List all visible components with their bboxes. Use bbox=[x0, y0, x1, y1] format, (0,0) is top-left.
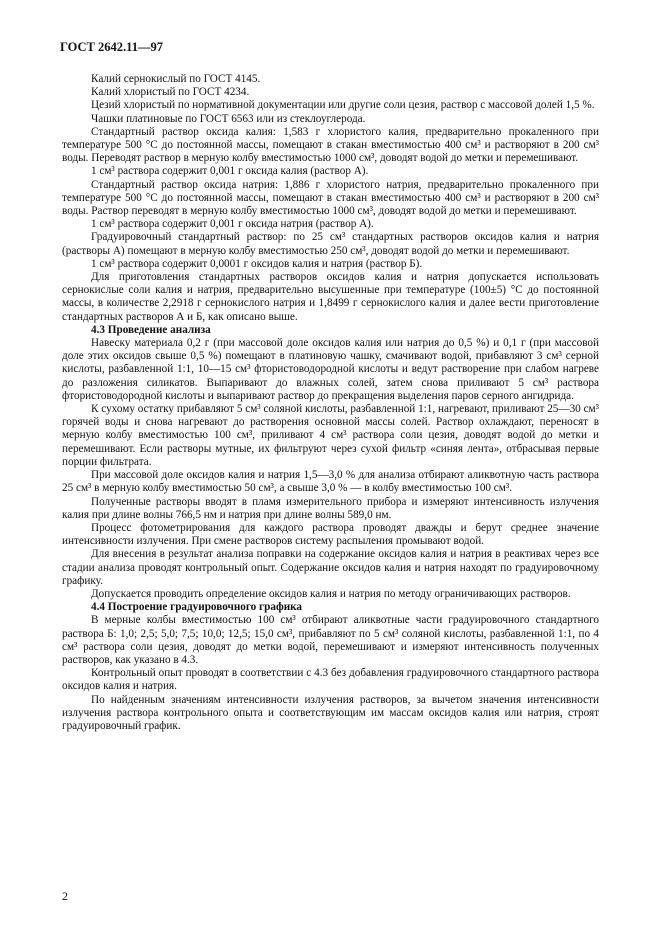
section-heading: 4.3 Проведение анализа bbox=[91, 323, 211, 336]
paragraph: Допускается проводить определение оксидов калия и натрия по методу ограничивающих растворов. bbox=[91, 587, 571, 600]
paragraph: Полученные растворы вводят в пламя измерительного прибора и измеряют интенсивность излучения калия при длине волны 766,5 нм и натрия при длине волны 589,0 нм. bbox=[62, 495, 599, 521]
paragraph: 1 см³ раствора содержит 0,001 г оксида натрия (раствор А). bbox=[91, 218, 374, 231]
paragraph: По найденным значениям интенсивности излучения растворов, за вычетом значения интенсивности излучения раствора контрольного опыта и соответствующим им массам оксидов калия или натрия, строят градуировочный график. bbox=[62, 693, 599, 732]
document-header: ГОСТ 2642.11—97 bbox=[60, 40, 163, 54]
paragraph: 1 см³ раствора содержит 0,0001 г оксидов калия и натрия (раствор Б). bbox=[91, 257, 423, 270]
page-number: 2 bbox=[62, 889, 68, 903]
paragraph: Калий сернокислый по ГОСТ 4145. bbox=[91, 73, 261, 85]
paragraph: В мерные колбы вместимостью 100 см³ отбирают аликвотные части градуировочного стандартного раствора Б: 1,0; 2,5; 5,0; 7,5; 10,0; 12,5; 15,0 см³, прибавляют по 5 см³ соляной кислоты, разбавленной 1:1, по 4 см³ раствора соли цезия, доводят до метки водой, перемешивают и измеряют интенсивность полученных растворов, как указано в 4.3. bbox=[62, 614, 599, 666]
section-heading: 4.4 Построение градуировочного графика bbox=[91, 601, 303, 614]
paragraph: Для приготовления стандартных растворов оксидов калия и натрия допускается использовать сернокислые соли калия и натрия, предварительно высушенные при температуре (100±5) °С до постоянной массы, в количестве 2,2918 г сернокислого натрия и 1,8499 г сернокислого калия и далее вести приготовление стандартных растворов А и Б, как описано выше. bbox=[62, 271, 599, 323]
paragraph: Градуировочный стандартный раствор: по 25 см³ стандартных растворов оксидов калия и натрия (растворы А) помещают в мерную колбу вместимостью 250 см³, доводят водой до метки и перемешивают. bbox=[62, 231, 599, 257]
paragraph: Процесс фотометрирования для каждого раствора проводят дважды и берут среднее значение интенсивности излучения. При смене растворов систему распыления промывают водой. bbox=[62, 521, 599, 548]
paragraph: Контрольный опыт проводят в соответствии с 4.3 без добавления градуировочного стандартного раствора оксидов калия и натрия. bbox=[62, 667, 599, 693]
paragraph: Стандартный раствор оксида натрия: 1,886 г хлористого натрия, предварительно прокаленного при температуре 500 °С до постоянной массы, помещают в стакан вместимостью 400 см³ и растворяют в 200 см³ воды. Раствор переводят в мерную колбу вместимостью 1000 см³, доводят водой до метки и перемешивают. bbox=[62, 178, 599, 218]
paragraph: 1 см³ раствора содержит 0,001 г оксида калия (раствор А). bbox=[91, 165, 369, 178]
paragraph: При массовой доле оксидов калия и натрия 1,5—3,0 % для анализа отбирают аликвотную часть раствора 25 см³ в мерную колбу вместимостью 50 см³, а свыше 3,0 % — в колбу вместимостью 100 см³. bbox=[62, 469, 599, 495]
paragraph: Стандартный раствор оксида калия: 1,583 г хлористого калия, предварительно прокаленного при температуре 500 °С до постоянной массы, помещают в стакан вместимостью 400 см³ и растворяют в 200 см³ воды. Переводят раствор в мерную колбу вместимостью 1000 см³, доводят водой до метки и перемешивают. bbox=[62, 125, 599, 165]
paragraph: Калий хлористый по ГОСТ 4234. bbox=[91, 86, 250, 99]
paragraph: Цезий хлористый по нормативной документации или другие соли цезия, раствор с массовой долей 1,5 %. bbox=[91, 99, 595, 112]
paragraph: Навеску материала 0,2 г (при массовой доле оксидов калия или натрия до 0,5 %) и 0,1 г (при массовой доле этих оксидов свыше 0,5 %) помещают в платиновую чашку, смачивают водой, прибавляют 3 см³ серной кислоты, разбавленной 1:1, 10—15 см³ фтористоводородной кислоты и ведут растворение при слабом нагреве до разложения силикатов. Выпаривают до влажных солей, затем снова приливают 5 см³ раствора фтористоводородной кислоты и выпаривают раствор до прекращения выделения паров серного ангидрида. bbox=[62, 337, 599, 402]
paragraph: Для внесения в результат анализа поправки на содержание оксидов калия и натрия в реактивах через все стадии анализа проводят контрольный опыт. Содержание оксидов калия и натрия находят по градуировочному графику. bbox=[62, 548, 599, 587]
paragraph: К сухому остатку прибавляют 5 см³ соляной кислоты, разбавленной 1:1, нагревают, приливают 25—30 см³ горячей воды и снова нагревают до растворения основной массы солей. Раствор охлаждают, переносят в мерную колбу вместимостью 100 см³, приливают 4 см³ раствора соли цезия, доводят водой до метки и перемешивают. Если растворы мутные, их фильтруют через сухой фильтр «синяя лента», отбрасывая первые порции фильтрата. bbox=[62, 403, 599, 468]
paragraph: Чашки платиновые по ГОСТ 6563 или из стеклоуглерода. bbox=[91, 112, 366, 125]
document-body bbox=[62, 73, 599, 733]
